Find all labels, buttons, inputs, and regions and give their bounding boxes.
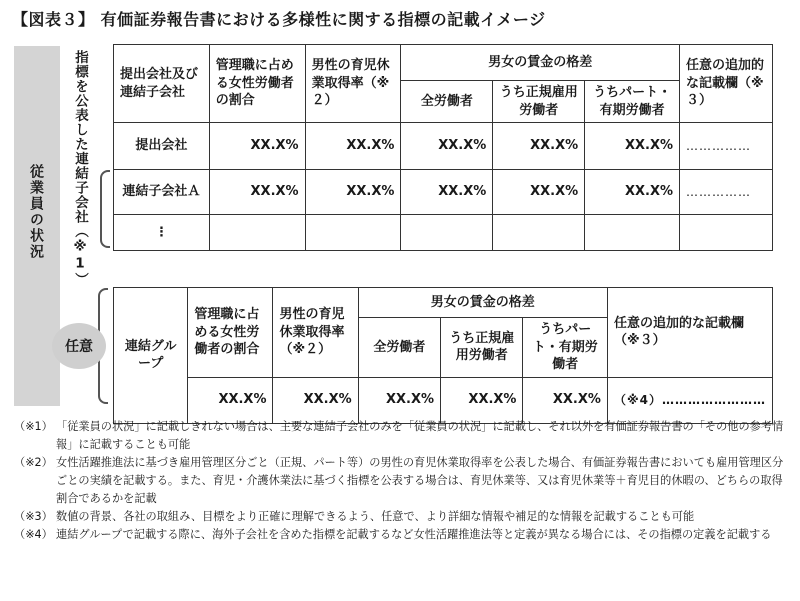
table-row: [114, 377, 773, 423]
table-row: [114, 123, 773, 170]
header-wage-gap: 男女の賃金の格差: [358, 288, 607, 318]
header-all-workers: 全労働者: [358, 318, 440, 378]
cell-leave: XX.X%: [273, 377, 358, 423]
header-company: 提出会社及び連結子会社: [114, 45, 210, 123]
cell-regular: [493, 215, 585, 251]
footnote-mark: （※3）: [14, 509, 53, 523]
figure-title: 【図表３】 有価証券報告書における多様性に関する指標の記載イメージ: [12, 10, 546, 29]
cell-mgmt: XX.X%: [209, 170, 305, 215]
cell-all: XX.X%: [401, 170, 493, 215]
optional-badge: 任意: [52, 323, 106, 369]
cell-part: [585, 215, 680, 251]
header-mgmt-ratio: 管理職に占める女性労働者の割合: [209, 45, 305, 123]
cell-regular: XX.X%: [441, 377, 523, 423]
header-male-leave: 男性の育児休業取得率（※２）: [305, 45, 401, 123]
employee-status-label: 従業員の状況: [28, 164, 44, 260]
footnotes: [14, 418, 790, 543]
cell-regular: XX.X%: [493, 170, 585, 215]
footnote-text: 連結グループで記載する際に、海外子会社を含めた指標を記載するなど女性活躍推進法等と定義が異なる場合には、その指標の定義を記載する: [56, 527, 772, 541]
cell-part: XX.X%: [585, 170, 680, 215]
cell-extra: （※4）……………………: [607, 377, 772, 423]
header-extra: 任意の追加的な記載欄（※３）: [607, 288, 772, 378]
header-regular: うち正規雇用労働者: [441, 318, 523, 378]
footnote: [14, 526, 790, 544]
footnote: [14, 454, 790, 508]
cell-leave: [305, 215, 401, 251]
cell-all: XX.X%: [401, 123, 493, 170]
footnote-mark: （※1）: [14, 420, 53, 433]
table-published-companies: [113, 44, 773, 251]
footnote-text: 女性活躍推進法に基づき雇用管理区分ごと（正規、パート等）の男性の育児休業取得率を公表した場合、有価証券報告書においても雇用管理区分ごとの実績を記載する。また、育児・介護休業法に基づく指標を公表する場合は、育児休業等、又は育児休業等＋育児目的休暇の、どちらの取得割合であるかを記載: [56, 455, 784, 505]
header-all-workers: 全労働者: [401, 81, 493, 123]
cell-regular: XX.X%: [493, 123, 585, 170]
cell-part: XX.X%: [585, 123, 680, 170]
cell-mgmt: XX.X%: [209, 123, 305, 170]
published-subsidiaries-label: 指標を公表した連結子会社（※1）: [72, 50, 88, 287]
cell-extra: ……………: [680, 123, 773, 170]
cell-extra: ……………: [680, 170, 773, 215]
header-part-time: うちパート・有期労働者: [585, 81, 680, 123]
cell-all: XX.X%: [358, 377, 440, 423]
header-male-leave: 男性の育児休業取得率（※２）: [273, 288, 358, 378]
cell-leave: XX.X%: [305, 170, 401, 215]
footnote: [14, 508, 790, 526]
cell-leave: XX.X%: [305, 123, 401, 170]
row-company-name: ⋮: [114, 215, 210, 251]
footnote: [14, 418, 790, 454]
footnote-text: 数値の背景、各社の取組み、目標をより正確に理解できるよう、任意で、より詳細な情報や補足的な情報を記載することも可能: [56, 509, 695, 523]
cell-all: [401, 215, 493, 251]
subsidiary-brace: [100, 170, 110, 248]
cell-part: XX.X%: [523, 377, 607, 423]
cell-mgmt: XX.X%: [188, 377, 273, 423]
table-row: [114, 170, 773, 215]
group-label: 連結グループ: [114, 288, 188, 424]
header-wage-gap: 男女の賃金の格差: [401, 45, 680, 81]
footnote-mark: （※4）: [14, 527, 53, 541]
cell-extra: [680, 215, 773, 251]
table-consolidated-group: [113, 287, 773, 424]
footnote-mark: （※2）: [14, 455, 53, 469]
cell-mgmt: [209, 215, 305, 251]
row-company-name: 提出会社: [114, 123, 210, 170]
table-row: [114, 215, 773, 251]
row-company-name: 連結子会社Ａ: [114, 170, 210, 215]
header-mgmt-ratio: 管理職に占める女性労働者の割合: [188, 288, 273, 378]
footnote-text: 「従業員の状況」に記載しきれない場合は、主要な連結子会社のみを「従業員の状況」に記載し、それ以外を有価証券報告書の「その他の参考情報」に記載することも可能: [56, 420, 784, 451]
header-part-time: うちパート・有期労働者: [523, 318, 607, 378]
header-regular: うち正規雇用労働者: [493, 81, 585, 123]
header-extra: 任意の追加的な記載欄（※３）: [680, 45, 773, 123]
